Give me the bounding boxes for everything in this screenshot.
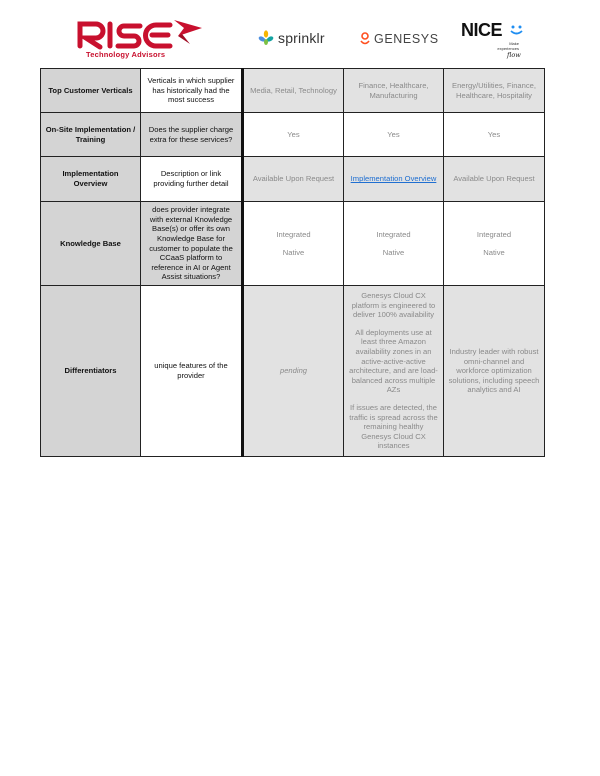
nice-value: Energy/Utilities, Finance, Healthcare, Hospitality (444, 69, 545, 113)
genesys-value (344, 286, 444, 457)
nice-value: Industry leader with robust omni-channel and workforce optimization solutions, including speech analytics and AI (444, 286, 545, 457)
differentiator-paragraph: All deployments use at least three Amazon availability zones in an active-active-active architecture, and are load-balanced across multiple AZs (349, 327, 438, 395)
sprinklr-logo (258, 28, 325, 48)
genesys-value (344, 157, 444, 202)
sprinklr-value: Yes (243, 113, 344, 157)
row-description: Description or link providing further detail (141, 157, 243, 202)
table-row (41, 286, 545, 457)
differentiator-paragraph: Genesys Cloud CX platform is engineered to deliver 100% availability (351, 291, 436, 320)
row-description: unique features of the provider (141, 286, 243, 457)
genesys-value (344, 202, 444, 286)
nice-value (444, 202, 545, 286)
row-label: Top Customer Verticals (41, 69, 141, 113)
kb-integrated: Integrated (276, 229, 311, 239)
nice-flow: flow (507, 51, 521, 59)
nice-value: Available Upon Request (444, 157, 545, 202)
rise-wordmark-icon (74, 14, 206, 54)
nice-smile-icon (507, 24, 527, 36)
rise-tagline: Technology Advisors (86, 50, 166, 59)
genesys-g-icon (359, 32, 371, 46)
implementation-overview-link[interactable]: Implementation Overview (350, 174, 437, 184)
sprinklr-flower-icon (258, 30, 274, 46)
sprinklr-value: Available Upon Request (243, 157, 344, 202)
kb-integrated: Integrated (476, 229, 512, 239)
sprinklr-value: pending (243, 286, 344, 457)
nice-wordmark: NICE (461, 20, 503, 40)
row-label: On-Site Implementation / Training (41, 113, 141, 157)
nice-logo (461, 20, 531, 64)
table-row (41, 202, 545, 286)
row-description: does provider integrate with external Knowledge Base(s) or offer its own Knowledge Base for customer to populate the CCaaS platform to reference in AI or Agent Assist situations? (141, 202, 243, 286)
nice-value: Yes (444, 113, 545, 157)
table-row (41, 69, 545, 113)
genesys-wordmark: GENESYS (374, 32, 439, 46)
genesys-value: Finance, Healthcare, Manufacturing (344, 69, 444, 113)
sprinklr-wordmark: sprinklr (278, 30, 325, 46)
row-label: Differentiators (41, 286, 141, 457)
rise-logo (74, 14, 206, 64)
table-row (41, 157, 545, 202)
comparison-table (40, 68, 545, 457)
kb-integrated: Integrated (376, 229, 411, 239)
row-label: Implementation Overview (41, 157, 141, 202)
genesys-logo (359, 30, 439, 48)
row-description: Does the supplier charge extra for these services? (141, 113, 243, 157)
genesys-value: Yes (344, 113, 444, 157)
kb-native: Native (282, 247, 305, 257)
row-label: Knowledge Base (41, 202, 141, 286)
table-row (41, 113, 545, 157)
kb-native: Native (382, 247, 405, 257)
differentiator-paragraph: If issues are detected, the traffic is spread across the remaining healthy Genesys Cloud CX instances (349, 402, 438, 451)
nice-tagline: Make experiences (497, 41, 519, 51)
kb-native: Native (483, 247, 505, 257)
row-description: Verticals in which supplier has historically had the most success (141, 69, 243, 113)
page-header (0, 0, 600, 68)
sprinklr-value (243, 202, 344, 286)
sprinklr-value: Media, Retail, Technology (243, 69, 344, 113)
